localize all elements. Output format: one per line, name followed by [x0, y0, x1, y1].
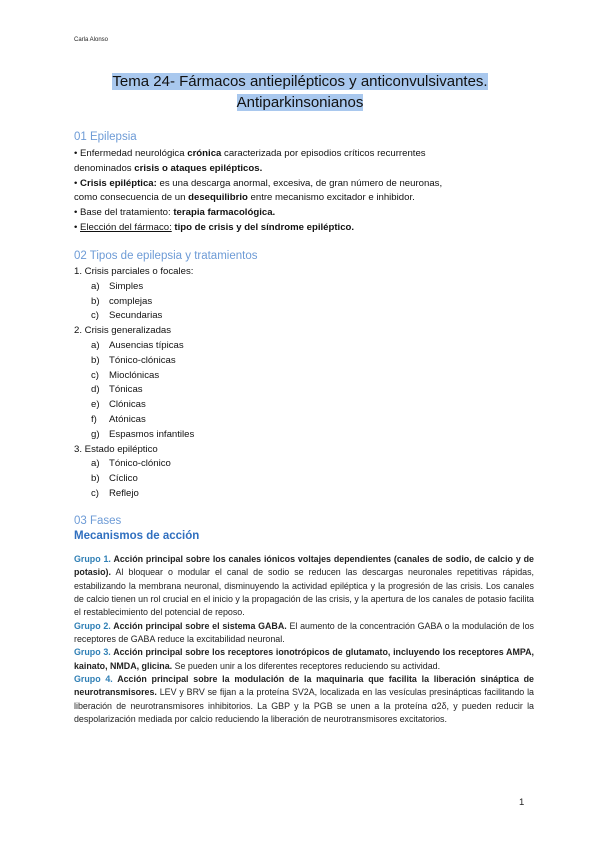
grupo-4-paragraph: Grupo 4. Acción principal sobre la modulación de la maquinaria que facilita la liberación sináptica de neurotransmisores. LEV y BRV se fijan a la proteína SV2A, localizada en las vesículas presinápticas facilitando la liberación de neurotransmisores inhibitorios. La GBP y la PGB se unen a la proteína α2δ, y pueden reducir la despolarización mediada por calcio reduciendo la liberación de neurotransmisores excitatorios.	[74, 674, 534, 725]
section-heading-fases: 03 Fases	[74, 515, 122, 527]
list-item: c) Secundarias	[91, 310, 163, 322]
bullet-line: como consecuencia de un desequilibrio entre mecanismo excitador e inhibidor.	[74, 192, 415, 204]
grupo-3-paragraph: Grupo 3. Acción principal sobre los receptores ionotrópicos de glutamato, incluyendo los receptores AMPA, kainato, NMDA, glicina. Se pueden unir a los diferentes receptores reduciendo su actividad.	[74, 647, 534, 671]
page-number: 1	[519, 797, 525, 808]
grupo-1-paragraph: Grupo 1. Acción principal sobre los canales iónicos voltajes dependientes (canales de sodio, de calcio y de potasio). Al bloquear o modular el canal de sodio se reducen las descargas neuronales repetitivas rápidas, estabilizando la membrana neuronal, disminuyendo la actividad epiléptica y la progresión de las crisis. Los canales de calcio tienen un rol crucial en el inicio y la propagación de las crisis, y la apertura de los canales de potasio facilita el restablecimiento del potencial de reposo.	[74, 554, 534, 618]
list-item: d) Tónicas	[91, 384, 143, 396]
bullet-line: • Elección del fármaco: tipo de crisis y del síndrome epiléptico.	[74, 221, 355, 233]
list-item: b) Tónico-clónicas	[91, 354, 176, 366]
scanned-textbook-excerpt	[74, 553, 534, 726]
grupo-2-paragraph: Grupo 2. Acción principal sobre el sistema GABA. El aumento de la concentración GABA o la modulación de los receptores de GABA reduce la excitabilidad neuronal.	[74, 620, 534, 645]
list-item: c) Reflejo	[91, 487, 139, 499]
bullet-line: • Base del tratamiento: terapia farmacológica.	[74, 207, 276, 219]
author-name: Carla Alonso	[74, 37, 109, 43]
section-tipos-body	[74, 265, 534, 502]
list-item: e) Clónicas	[91, 399, 146, 411]
list-item: g) Espasmos infantiles	[91, 428, 195, 440]
section-heading-epilepsia: 01 Epilepsia	[74, 131, 137, 143]
title-line-2: Antiparkinsonianos	[236, 94, 364, 111]
list-item: c) Mioclónicas	[91, 369, 160, 381]
list-item: a) Simples	[91, 280, 144, 292]
bullet-line: • Crisis epiléptica: es una descarga anormal, excesiva, de gran número de neuronas,	[74, 177, 443, 189]
page-title	[74, 71, 526, 113]
list-item: b) Cíclico	[91, 473, 138, 485]
list-item: a) Ausencias típicas	[91, 339, 184, 351]
section-heading-tipos: 02 Tipos de epilepsia y tratamientos	[74, 250, 258, 262]
list-group-title: 2. Crisis generalizadas	[74, 325, 172, 337]
section-epilepsia-body	[74, 147, 534, 236]
list-item: f) Atónicas	[91, 413, 146, 425]
list-group-title: 3. Estado epiléptico	[74, 443, 158, 455]
bullet-line: • Enfermedad neurológica crónica caracterizada por episodios críticos recurrentes	[74, 148, 426, 159]
list-item: a) Tónico-clónico	[91, 458, 171, 470]
list-item: b) complejas	[91, 295, 153, 307]
title-line-1: Tema 24- Fármacos antiepilépticos y anticonvulsivantes.	[112, 73, 488, 90]
bullet-line: denominados crisis o ataques epilépticos.	[74, 162, 263, 174]
subheading-mecanismos: Mecanismos de acción	[74, 530, 200, 542]
list-group-title: 1. Crisis parciales o focales:	[74, 266, 194, 277]
